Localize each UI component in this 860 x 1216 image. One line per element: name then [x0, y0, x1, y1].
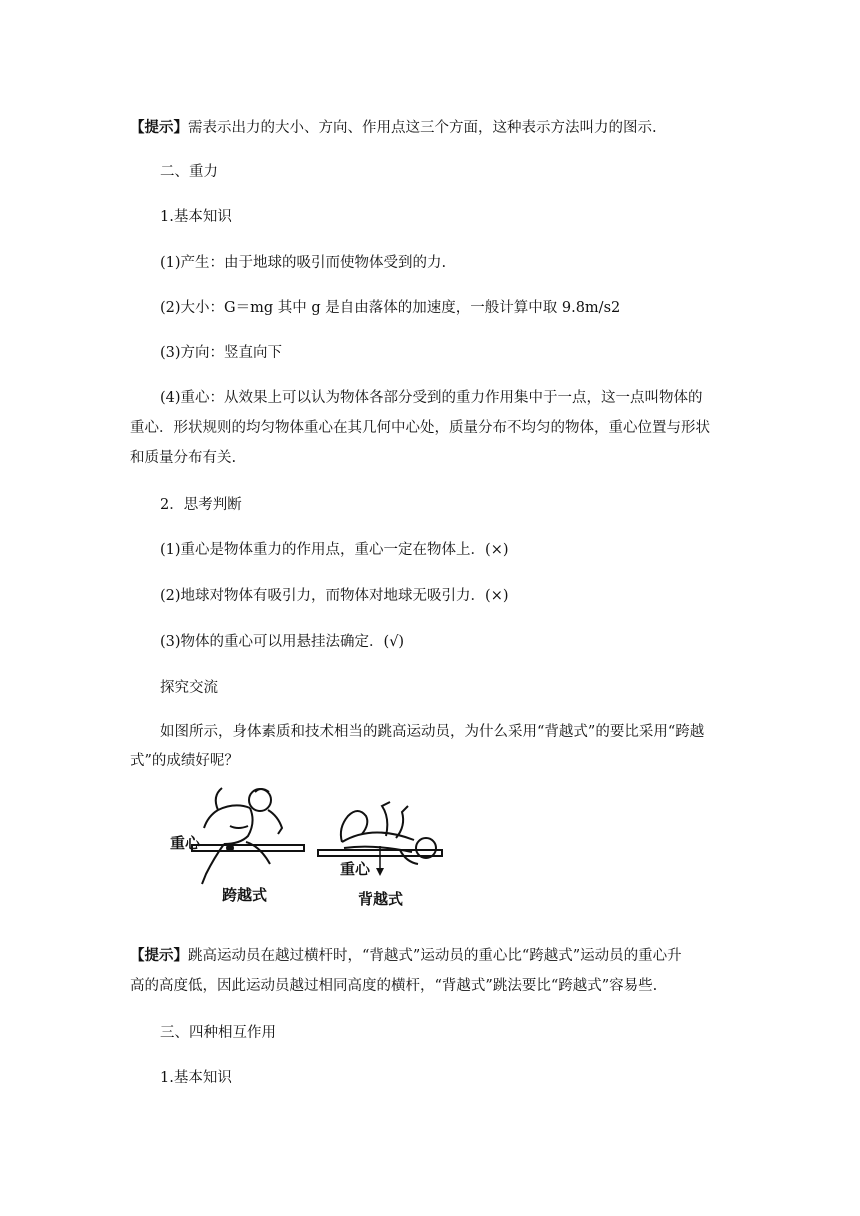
think-judge-title: 2．思考判断 — [160, 497, 242, 513]
straddle-label: 跨越式 — [222, 886, 268, 904]
judge-item-3: (3)物体的重心可以用悬挂法确定．(√) — [160, 634, 405, 650]
hint2-label: 【提示】 — [130, 947, 188, 964]
high-jump-illustration — [160, 778, 450, 912]
hint-paragraph-2-line-2: 高的高度低，因此运动员越过相同高度的横杆，“背越式”跳法要比“跨越式”容易些. — [130, 978, 658, 994]
item-magnitude: (2)大小：G＝mg 其中 g 是自由落体的加速度，一般计算中取 9.8m/s2 — [160, 300, 621, 316]
cog-label-left: 重心 — [170, 834, 201, 852]
flop-label: 背越式 — [358, 890, 404, 908]
item-cog-line-1: (4)重心：从效果上可以认为物体各部分受到的重力作用集中于一点，这一点叫物体的 — [160, 390, 703, 406]
section-2-basic-title: 1.基本知识 — [160, 209, 232, 225]
hint-label: 【提示】 — [130, 119, 188, 136]
explore-title: 探究交流 — [160, 680, 218, 696]
cog-marker-left — [226, 844, 234, 852]
hint-paragraph-1 — [130, 118, 760, 138]
straddle-jumper — [202, 788, 282, 884]
explore-line-2: 式”的成绩好呢？ — [130, 753, 239, 769]
section-3-title: 三、四种相互作用 — [160, 1025, 276, 1041]
hint-text: 需表示出力的大小、方向、作用点这三个方面，这种表示方法叫力的图示. — [188, 120, 657, 136]
item-cog-line-2: 重心．形状规则的均匀物体重心在其几何中心处，质量分布不均匀的物体，重心位置与形状 — [130, 420, 710, 436]
high-jump-figure — [160, 778, 450, 912]
item-cog-line-3: 和质量分布有关. — [130, 450, 237, 466]
item-production: (1)产生：由于地球的吸引而使物体受到的力. — [160, 255, 447, 271]
judge-item-1: (1)重心是物体重力的作用点，重心一定在物体上．(×) — [160, 542, 509, 558]
cog-arrow-head-right — [376, 868, 384, 876]
judge-item-2: (2)地球对物体有吸引力，而物体对地球无吸引力．(×) — [160, 588, 509, 604]
hint-paragraph-2-line-1 — [130, 946, 760, 966]
crossbar-left — [192, 845, 304, 851]
flop-jumper — [341, 802, 436, 864]
cog-label-right: 重心 — [340, 860, 371, 878]
section-3-basic-title: 1.基本知识 — [160, 1070, 232, 1086]
section-2-title: 二、重力 — [160, 164, 218, 180]
hint2-text-1: 跳高运动员在越过横杆时，“背越式”运动员的重心比“跨越式”运动员的重心升 — [188, 948, 682, 964]
item-direction: (3)方向：竖直向下 — [160, 345, 283, 361]
explore-line-1: 如图所示，身体素质和技术相当的跳高运动员，为什么采用“背越式”的要比采用“跨越 — [160, 724, 705, 740]
